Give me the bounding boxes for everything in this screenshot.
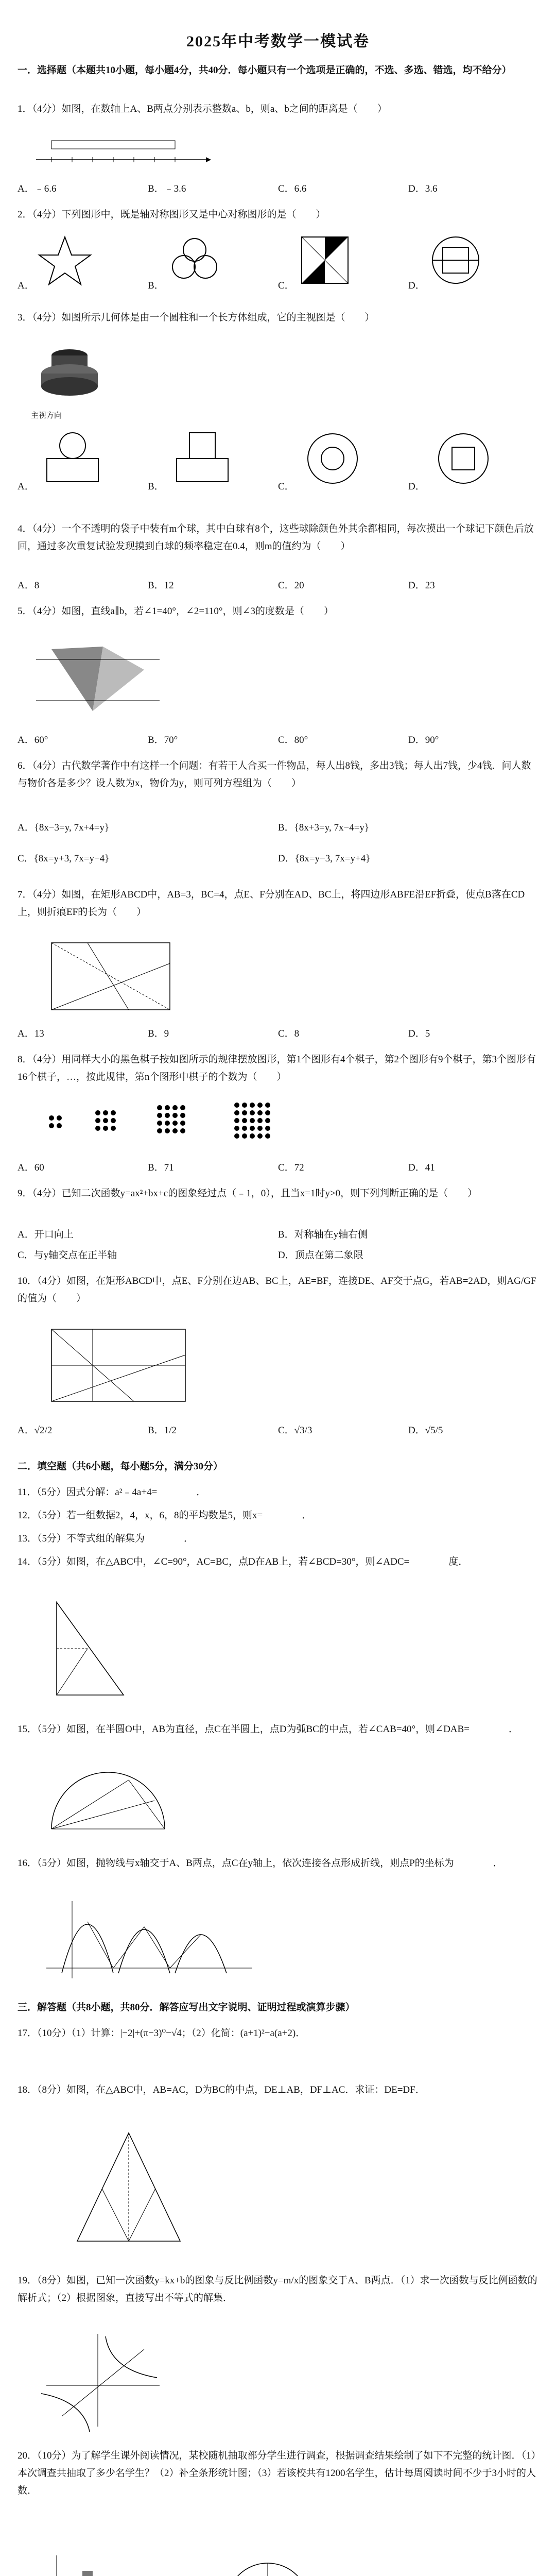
question-13: 13．（5分）不等式组的解集为 ．: [18, 1533, 194, 1544]
question-14: 14．（5分）如图，在△ABC中，∠C=90°，AC=BC，点D在AB上，若∠BCD=30°，则∠ADC= 度．: [18, 1556, 468, 1567]
option-b[interactable]: B．﹣3.6: [148, 183, 186, 194]
option-d[interactable]: D．: [408, 232, 538, 294]
view-b-icon: [166, 428, 238, 489]
clover-shape-icon: [166, 232, 223, 289]
option-b[interactable]: B．70°: [148, 735, 178, 745]
option-a[interactable]: A．﹣6.6: [18, 183, 57, 194]
options-q10: [18, 1422, 538, 1439]
option-c[interactable]: C．√3/3: [278, 1425, 312, 1436]
option-b[interactable]: B．1/2: [148, 1425, 177, 1436]
number-line-figure: [31, 137, 216, 175]
bar-chart-figure: [41, 2550, 144, 2576]
option-d[interactable]: D．5: [408, 1028, 430, 1039]
solid-figure: [31, 335, 108, 407]
option-b[interactable]: B．12: [148, 580, 174, 591]
question-11: 11．（5分）因式分解：a²﹣4a+4= ．: [18, 1487, 206, 1498]
option-b[interactable]: B．对称轴在y轴右侧: [278, 1229, 368, 1240]
question-17: 17．（10分）（1）计算：|−2|+(π−3)⁰−√4；（2）化简：(a+1)²−a(a+2)．: [18, 2028, 306, 2039]
option-c[interactable]: C．6.6: [278, 183, 307, 194]
section-heading: 三．解答题（共8小题，共80分．解答应写出文字说明、证明过程或演算步骤）: [18, 2002, 355, 2013]
dot-pattern-figure: [41, 1097, 309, 1154]
options-q6-row2: [18, 850, 538, 868]
question-16: 16．（5分）如图，抛物线与x轴交于A、B两点，点C在y轴上，依次连接各点形成折线，则点P的坐标为 ．: [18, 1858, 503, 1869]
question-6: 6．（4分）古代数学著作中有这样一个问题：有若干人合买一件物品，每人出8钱，多出3钱；每人出7钱，少4钱．问人数与物价各是多少？设人数为x，物价为y，则可列方程组为（ ）: [18, 760, 531, 789]
option-a[interactable]: A．{8x−3=y, 7x+4=y}: [18, 822, 110, 833]
options-q4: [18, 577, 538, 595]
isosceles-triangle-figure: [62, 2123, 196, 2257]
rectangle-fold-figure: [41, 933, 185, 1020]
option-b[interactable]: B．71: [148, 1162, 174, 1173]
view-direction-label: 主视方向: [31, 412, 62, 420]
options-q7: [18, 1025, 538, 1043]
option-a[interactable]: A．13: [18, 1028, 44, 1039]
option-a[interactable]: A．开口向上: [18, 1229, 74, 1240]
option-c[interactable]: C．: [278, 428, 408, 505]
option-a[interactable]: A．: [18, 428, 148, 505]
option-c[interactable]: C．8: [278, 1028, 300, 1039]
question-5: 5．（4分）如图，直线a∥b，若∠1=40°，∠2=110°，则∠3的度数是（ ）: [18, 606, 334, 617]
option-d[interactable]: D．41: [408, 1162, 435, 1173]
option-d[interactable]: D．: [408, 428, 538, 505]
option-d[interactable]: D．顶点在第二象限: [278, 1250, 363, 1261]
pie-chart-figure: [216, 2555, 319, 2576]
question-15: 15．（5分）如图，在半圆O中，AB为直径，点C在半圆上，点D为弧BC的中点，若∠CAB=40°，则∠DAB= ．: [18, 1724, 518, 1735]
parabola-figure: [41, 1896, 257, 1984]
option-b[interactable]: B．: [148, 232, 278, 294]
option-c[interactable]: C．{8x=y+3, 7x=y−4}: [18, 853, 110, 864]
question-4: 4．（4分）一个不透明的袋子中装有m个球，其中白球有8个，这些球除颜色外其余都相同，每次摸出一个球记下颜色后放回，通过多次重复试验发现摸到白球的频率稳定在0.4，则m的值约为（ ）: [18, 523, 534, 552]
parallel-lines-figure: [31, 639, 165, 726]
option-d[interactable]: D．23: [408, 580, 435, 591]
question-12: 12．（5分）若一组数据2，4，x，6，8的平均数是5，则x= ．: [18, 1510, 312, 1521]
options-q8: [18, 1159, 538, 1177]
option-d[interactable]: D．√5/5: [408, 1425, 443, 1436]
option-a[interactable]: A．8: [18, 580, 40, 591]
option-b[interactable]: B．9: [148, 1028, 169, 1039]
option-d[interactable]: D．3.6: [408, 183, 438, 194]
question-9: 9．（4分）已知二次函数y=ax²+bx+c的图象经过点（﹣1，0），且当x=1时y>0，则下列判断正确的是（ ）: [18, 1188, 478, 1199]
view-c-icon: [297, 428, 369, 489]
pinwheel-shape-icon: [297, 232, 353, 289]
option-c[interactable]: C．与y轴交点在正半轴: [18, 1250, 117, 1261]
question-18: 18．（8分）如图，在△ABC中，AB=AC，D为BC的中点，DE⊥AB，DF⊥AC．求证：DE=DF．: [18, 2084, 425, 2095]
options-q2: [18, 232, 538, 294]
page-title: 2025年中考数学一模试卷: [186, 33, 370, 50]
option-a[interactable]: A．√2/2: [18, 1425, 53, 1436]
triangle-figure: [41, 1592, 134, 1705]
options-q5: [18, 732, 538, 749]
options-q9-row2: [18, 1247, 538, 1264]
option-c[interactable]: C．: [278, 232, 408, 294]
option-a[interactable]: A．: [18, 232, 148, 294]
star-shape-icon: [37, 232, 93, 289]
function-graph-figure: [41, 2329, 165, 2432]
view-d-icon: [427, 428, 499, 489]
section-heading: 一．选择题（本题共10小题，每小题4分，共40分．每小题只有一个选项是正确的，不选、多选、错选，均不给分）: [18, 65, 512, 76]
options-q9-row1: [18, 1226, 538, 1244]
option-d[interactable]: D．90°: [408, 735, 439, 745]
question-10: 10．（4分）如图，在矩形ABCD中，点E、F分别在边AB、BC上，AE=BF，连接DE、AF交于点G，若AB=2AD，则AG/GF的值为（ ）: [18, 1276, 536, 1304]
view-a-icon: [37, 428, 109, 489]
option-b[interactable]: B．: [148, 428, 278, 505]
options-q1: [18, 180, 538, 198]
option-c[interactable]: C．80°: [278, 735, 308, 745]
option-c[interactable]: C．20: [278, 580, 304, 591]
option-a[interactable]: A．60°: [18, 735, 48, 745]
option-a[interactable]: A．60: [18, 1162, 44, 1173]
question-20: 20．（10分）为了解学生课外阅读情况，某校随机抽取部分学生进行调查，根据调查结果绘制了如下不完整的统计图．（1）本次调查共抽取了多少名学生？（2）补全条形统计图；（3）若该校共有1200名学生，估计每周阅读时间不少于3小时的人数．: [18, 2450, 536, 2496]
semicircle-figure: [41, 1762, 175, 1839]
rectangle-lines-figure: [41, 1319, 196, 1412]
option-c[interactable]: C．72: [278, 1162, 304, 1173]
circle-shape-icon: [427, 232, 484, 289]
options-q3: [18, 428, 538, 505]
options-q6-row1: [18, 819, 538, 837]
section-heading: 二．填空题（共6小题，每小题5分，满分30分）: [18, 1461, 223, 1472]
question-8: 8．（4分）用同样大小的黑色棋子按如图所示的规律摆放图形，第1个图形有4个棋子，第2个图形有9个棋子，第3个图形有16个棋子，…，按此规律，第n个图形中棋子的个数为（ ）: [18, 1054, 536, 1082]
option-b[interactable]: B．{8x+3=y, 7x−4=y}: [278, 822, 370, 833]
question-19: 19．（8分）如图，已知一次函数y=kx+b的图象与反比例函数y=m/x的图象交于A、B两点．（1）求一次函数与反比例函数的解析式；（2）根据图象，直接写出不等式的解集．: [18, 2275, 537, 2303]
question-2: 2．（4分）下列图形中，既是轴对称图形又是中心对称图形的是（ ）: [18, 209, 326, 220]
question-1: 1．（4分）如图，在数轴上A、B两点分别表示整数a、b，则a、b之间的距离是（ ）: [18, 104, 387, 114]
question-3: 3．（4分）如图所示几何体是由一个圆柱和一个长方体组成，它的主视图是（ ）: [18, 312, 375, 323]
option-d[interactable]: D．{8x=y−3, 7x=y+4}: [278, 853, 371, 864]
question-7: 7．（4分）如图，在矩形ABCD中，AB=3，BC=4，点E、F分别在AD、BC上，将四边形ABFE沿EF折叠，使点B落在CD上，则折痕EF的长为（ ）: [18, 889, 525, 918]
